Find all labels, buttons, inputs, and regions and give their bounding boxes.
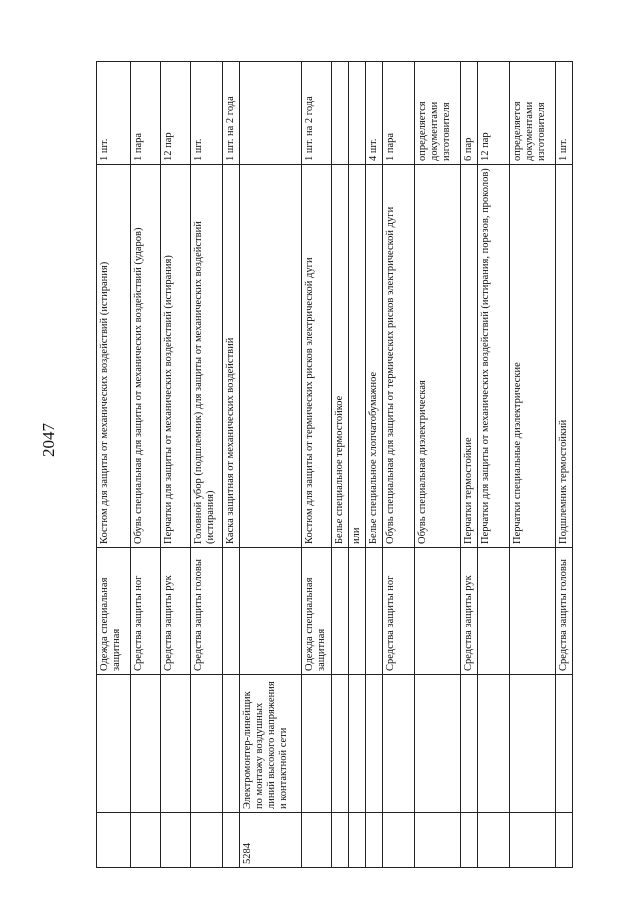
cell-category [223, 548, 240, 675]
cell-category: Средства защиты головы [191, 548, 223, 675]
cell-profession [349, 675, 366, 813]
cell-code [415, 813, 461, 868]
cell-item: Перчатки для защиты от механических воздействий (истирания) [161, 165, 191, 548]
cell-norm: 4 шт. [366, 62, 383, 165]
cell-code [349, 813, 366, 868]
cell-item: Перчатки термостойкие [461, 165, 478, 548]
table-row [461, 62, 478, 868]
cell-item: Обувь специальная для защиты от механических воздействий (ударов) [131, 165, 161, 548]
table-row [97, 62, 131, 868]
cell-norm: 1 шт. [191, 62, 223, 165]
table-row [510, 62, 556, 868]
cell-category [415, 548, 461, 675]
cell-category [478, 548, 510, 675]
cell-profession [478, 675, 510, 813]
cell-profession [332, 675, 349, 813]
table-row [415, 62, 461, 868]
cell-item: Перчатки специальные диэлектрические [510, 165, 556, 548]
cell-code [131, 813, 161, 868]
cell-code [191, 813, 223, 868]
cell-item: Белье специальное хлопчатобумажное [366, 165, 383, 548]
cell-category: Средства защиты рук [161, 548, 191, 675]
cell-item: Головной убор (подшлемник) для защиты от механических воздействий (истирания) [191, 165, 223, 548]
cell-item [240, 165, 302, 548]
cell-category [510, 548, 556, 675]
cell-profession [510, 675, 556, 813]
cell-item: Перчатки для защиты от механических воздействий (истирания, порезов, проколов) [478, 165, 510, 548]
cell-code [161, 813, 191, 868]
rotated-table-container [96, 62, 570, 868]
cell-profession [97, 675, 131, 813]
cell-category: Средства защиты головы [556, 548, 573, 675]
cell-profession [161, 675, 191, 813]
cell-profession: Электромонтер-линейщик по монтажу воздушных линий высокого напряжения и контактной сети [240, 675, 302, 813]
cell-code [302, 813, 332, 868]
ppe-norms-table [96, 61, 573, 868]
cell-norm: 1 шт. [97, 62, 131, 165]
cell-profession [302, 675, 332, 813]
table-row [131, 62, 161, 868]
table-row [302, 62, 332, 868]
cell-norm: 6 пар [461, 62, 478, 165]
cell-category: Средства защиты ног [131, 548, 161, 675]
cell-item: или [349, 165, 366, 548]
cell-profession [383, 675, 415, 813]
cell-profession [415, 675, 461, 813]
table-row [223, 62, 240, 868]
cell-norm: 1 шт. [556, 62, 573, 165]
cell-norm [240, 62, 302, 165]
table-row [349, 62, 366, 868]
table-row [332, 62, 349, 868]
cell-norm: определяется документами изготовителя [510, 62, 556, 165]
cell-profession [366, 675, 383, 813]
cell-code [97, 813, 131, 868]
cell-norm: 1 шт. на 2 года [223, 62, 240, 165]
table-row [191, 62, 223, 868]
cell-profession [131, 675, 161, 813]
cell-code [556, 813, 573, 868]
table-body [97, 62, 573, 868]
cell-code: 5284 [240, 813, 302, 868]
cell-category: Средства защиты рук [461, 548, 478, 675]
cell-norm: 1 пара [131, 62, 161, 165]
cell-category [332, 548, 349, 675]
cell-code [461, 813, 478, 868]
cell-category [366, 548, 383, 675]
cell-code [478, 813, 510, 868]
cell-item: Белье специальное термостойкое [332, 165, 349, 548]
table-row [556, 62, 573, 868]
cell-category [349, 548, 366, 675]
cell-profession [223, 675, 240, 813]
cell-norm: 12 пар [478, 62, 510, 165]
cell-norm: 1 пара [383, 62, 415, 165]
cell-item: Обувь специальная диэлектрическая [415, 165, 461, 548]
table-row [240, 62, 302, 868]
cell-item: Обувь специальная для защиты от термических рисков электрической дуги [383, 165, 415, 548]
cell-category: Одежда специальная защитная [302, 548, 332, 675]
cell-code [223, 813, 240, 868]
cell-profession [556, 675, 573, 813]
cell-norm: 1 шт. на 2 года [302, 62, 332, 165]
cell-item: Костюм для защиты от механических воздействий (истирания) [97, 165, 131, 548]
cell-item: Каска защитная от механических воздействий [223, 165, 240, 548]
cell-norm [332, 62, 349, 165]
cell-category [240, 548, 302, 675]
table-row [161, 62, 191, 868]
cell-category: Одежда специальная защитная [97, 548, 131, 675]
cell-code [510, 813, 556, 868]
cell-norm [349, 62, 366, 165]
cell-code [383, 813, 415, 868]
cell-item: Подшлемник термостойкий [556, 165, 573, 548]
table-row [383, 62, 415, 868]
cell-code [366, 813, 383, 868]
cell-category: Средства защиты ног [383, 548, 415, 675]
cell-code [332, 813, 349, 868]
table-row [478, 62, 510, 868]
table-row [366, 62, 383, 868]
cell-norm: определяется документами изготовителя [415, 62, 461, 165]
cell-profession [461, 675, 478, 813]
cell-profession [191, 675, 223, 813]
cell-item: Костюм для защиты от термических рисков электрической дуги [302, 165, 332, 548]
cell-norm: 12 пар [161, 62, 191, 165]
page-number: 2047 [39, 423, 58, 457]
